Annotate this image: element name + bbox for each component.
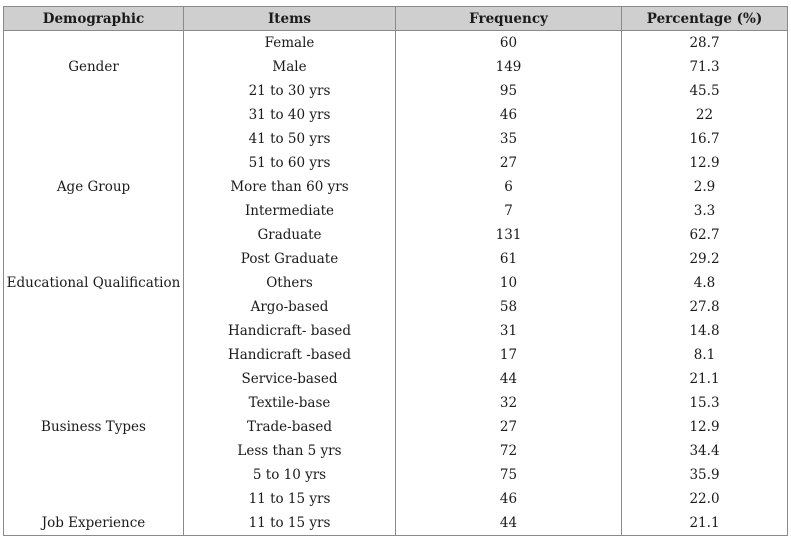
- frequency-cell: 131: [396, 223, 622, 247]
- demographic-cell: Job Experience: [4, 511, 184, 536]
- frequency-cell: 17: [396, 343, 622, 367]
- percentage-cell: 15.3: [622, 391, 788, 415]
- demographic-cell: [4, 199, 184, 223]
- item-cell: Service-based: [184, 367, 396, 391]
- table-row: [4, 223, 788, 247]
- item-cell: Post Graduate: [184, 247, 396, 271]
- percentage-cell: 4.8: [622, 271, 788, 295]
- item-cell: Textile-base: [184, 391, 396, 415]
- frequency-cell: 75: [396, 463, 622, 487]
- percentage-cell: 71.3: [622, 55, 788, 79]
- item-cell: 41 to 50 yrs: [184, 127, 396, 151]
- table-row: [4, 487, 788, 511]
- demographic-cell: [4, 439, 184, 463]
- table-row: [4, 31, 788, 56]
- frequency-cell: 27: [396, 415, 622, 439]
- demographic-cell: [4, 319, 184, 343]
- demographic-cell: [4, 79, 184, 103]
- table-row: [4, 319, 788, 343]
- item-cell: Others: [184, 271, 396, 295]
- frequency-cell: 61: [396, 247, 622, 271]
- table-row: [4, 247, 788, 271]
- frequency-cell: 7: [396, 199, 622, 223]
- frequency-cell: 32: [396, 391, 622, 415]
- percentage-cell: 16.7: [622, 127, 788, 151]
- frequency-cell: 44: [396, 367, 622, 391]
- frequency-cell: 27: [396, 151, 622, 175]
- demographic-cell: [4, 103, 184, 127]
- demographic-cell: Gender: [4, 55, 184, 79]
- item-cell: 5 to 10 yrs: [184, 463, 396, 487]
- frequency-cell: 10: [396, 271, 622, 295]
- percentage-cell: 12.9: [622, 151, 788, 175]
- table-row: [4, 391, 788, 415]
- header-items: Items: [184, 7, 396, 31]
- item-cell: Less than 5 yrs: [184, 439, 396, 463]
- item-cell: Male: [184, 55, 396, 79]
- percentage-cell: 2.9: [622, 175, 788, 199]
- header-row: [4, 7, 788, 31]
- item-cell: 51 to 60 yrs: [184, 151, 396, 175]
- table-body: [4, 31, 788, 536]
- percentage-cell: 29.2: [622, 247, 788, 271]
- demographic-cell: [4, 343, 184, 367]
- percentage-cell: 22.0: [622, 487, 788, 511]
- table-row: [4, 199, 788, 223]
- table-row: [4, 79, 788, 103]
- item-cell: 31 to 40 yrs: [184, 103, 396, 127]
- item-cell: Argo-based: [184, 295, 396, 319]
- item-cell: 21 to 30 yrs: [184, 79, 396, 103]
- table-row: [4, 343, 788, 367]
- demographic-cell: [4, 151, 184, 175]
- item-cell: 11 to 15 yrs: [184, 511, 396, 536]
- percentage-cell: 62.7: [622, 223, 788, 247]
- percentage-cell: 8.1: [622, 343, 788, 367]
- demographic-cell: Educational Qualification: [4, 271, 184, 295]
- table-row: [4, 175, 788, 199]
- percentage-cell: 21.1: [622, 367, 788, 391]
- demographic-cell: Business Types: [4, 415, 184, 439]
- demographic-cell: [4, 31, 184, 56]
- percentage-cell: 34.4: [622, 439, 788, 463]
- demographic-cell: [4, 463, 184, 487]
- demographics-table: [3, 6, 788, 536]
- item-cell: Female: [184, 31, 396, 56]
- table-row: [4, 271, 788, 295]
- frequency-cell: 149: [396, 55, 622, 79]
- percentage-cell: 45.5: [622, 79, 788, 103]
- demographic-cell: Age Group: [4, 175, 184, 199]
- header-demographic: Demographic: [4, 7, 184, 31]
- demographic-cell: [4, 247, 184, 271]
- percentage-cell: 27.8: [622, 295, 788, 319]
- table-row: [4, 103, 788, 127]
- item-cell: Graduate: [184, 223, 396, 247]
- frequency-cell: 44: [396, 511, 622, 536]
- frequency-cell: 46: [396, 103, 622, 127]
- demographic-cell: [4, 295, 184, 319]
- table-row: [4, 511, 788, 536]
- percentage-cell: 28.7: [622, 31, 788, 56]
- table-row: [4, 55, 788, 79]
- item-cell: Handicraft -based: [184, 343, 396, 367]
- frequency-cell: 31: [396, 319, 622, 343]
- frequency-cell: 6: [396, 175, 622, 199]
- table-row: [4, 439, 788, 463]
- table-header: [4, 7, 788, 31]
- percentage-cell: 35.9: [622, 463, 788, 487]
- table-row: [4, 151, 788, 175]
- item-cell: 11 to 15 yrs: [184, 487, 396, 511]
- percentage-cell: 12.9: [622, 415, 788, 439]
- table-row: [4, 295, 788, 319]
- item-cell: Intermediate: [184, 199, 396, 223]
- frequency-cell: 60: [396, 31, 622, 56]
- frequency-cell: 95: [396, 79, 622, 103]
- demographic-cell: [4, 367, 184, 391]
- table-row: [4, 367, 788, 391]
- frequency-cell: 58: [396, 295, 622, 319]
- frequency-cell: 35: [396, 127, 622, 151]
- percentage-cell: 14.8: [622, 319, 788, 343]
- frequency-cell: 46: [396, 487, 622, 511]
- table-row: [4, 415, 788, 439]
- demographic-cell: [4, 391, 184, 415]
- header-percentage: Percentage (%): [622, 7, 788, 31]
- table-row: [4, 463, 788, 487]
- item-cell: Trade-based: [184, 415, 396, 439]
- item-cell: More than 60 yrs: [184, 175, 396, 199]
- percentage-cell: 22: [622, 103, 788, 127]
- demographic-cell: [4, 223, 184, 247]
- demographic-cell: [4, 487, 184, 511]
- frequency-cell: 72: [396, 439, 622, 463]
- demographic-cell: [4, 127, 184, 151]
- item-cell: Handicraft- based: [184, 319, 396, 343]
- percentage-cell: 21.1: [622, 511, 788, 536]
- table-row: [4, 127, 788, 151]
- percentage-cell: 3.3: [622, 199, 788, 223]
- header-frequency: Frequency: [396, 7, 622, 31]
